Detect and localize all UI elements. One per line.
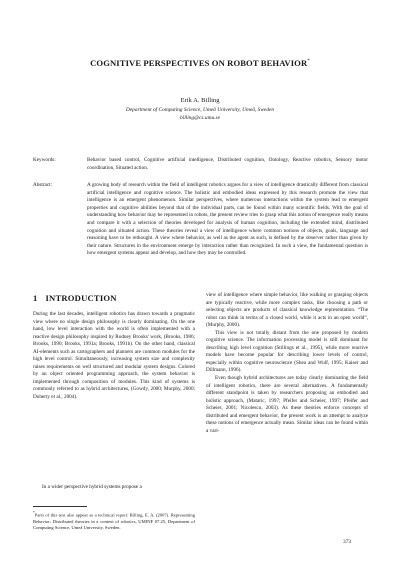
right-paragraph-3: Even though hybrid architectures are today clearly dominating the field of intelligent robotics, there are several alternatives. A fundamentally different standpoint is taken by researchers proposing an embodied and holistic approach, (Mataric, 1997; Pfeifer and Scheier, 1997; Pfeifer and Scheier, 2001; Nicolescu, 2003). As these theories enforce concepts of distributed and emergent behavior, the present work is an attempt to analyze these notions of emergence actually mean. Similar ideas can be found within a vari- [206, 375, 368, 434]
paper-title-text: COGNITIVE PERSPECTIVES ON ROBOT BEHAVIOR [90, 58, 308, 68]
intro-paragraph-1: During the last decades, intelligent robotics has drawn towards a pragmatic view where no single design philosophy is clearly dominating. On the one hand, low level interaction with the world is often implemented with a reactive design philosophy inspired by Rodney Brooks' work, (Brooks, 1986; Brooks, 1990; Brooks, 1991a; Brooks, 1991b). On the other hand, classical AI-elements such as cartographers and planners are common modules for the high level control. Simultaneously, increasing system size and complexity raises requirements on well structured and modular system designs. Colored by an object oriented programming approach, the system behavior is implemented through composition of modules. This kind of systems is commonly referred to as hybrid architectures, (Gowdy, 2000; Murphy, 2000; Doherty et al., 2004). [33, 311, 195, 401]
author-email: billing@cs.umu.se [180, 115, 220, 121]
right-column-body [206, 292, 368, 435]
right-paragraph-1: view of intelligence where simple behavior, like walking or grasping objects are typically reactive, while more complex tasks, like choosing a path or selecting objects are products of classical knowledge representation. “The robot can think in terms of a closed world, while it acts in an open world”, (Murphy, 2000). [206, 292, 368, 329]
footnote-text: Parts of this text also appear as a technical report: Billing, E. A. (2007). Representing Behavior: Distributed theories in a context of robotics, UMINF 07.25, Department of Computing Science, Umeå University, Sweden. [33, 512, 195, 531]
keywords-label: Keywords: [33, 157, 56, 163]
abstract-text: A growing body of research within the field of intelligent robotics argues for a view of intelligence drastically different from classical artificial intelligence and cognitive science. The holistic and embodied ideas expressed by this research promote the view that intelligence is an emergent phenomenon. Similar perspectives, where numerous interactions within the system lead to emergent properties and cognitive abilities beyond that of the individual parts, can be found within many scientific fields. With the goal of understanding how behavior may be represented in robots, the present review tries to grasp what this notion of emergence really means and compare it with a selection of theories developed for analysis of human cognition, including the extended mind, distributed cognition and situated action. These theories reveal a view of intelligence where common notions of objects, goals, language and reasoning have to be rethought. A view where behavior, as well as the agent as such, is defined by the observer rather than given by their nature. Structures in the environment emerge by interaction rather than recognized. In such a view, the fundamental question is how emergent systems appear and develop, and how they may be controlled. [87, 182, 368, 257]
author-affiliation: Department of Computing Science, Umeå University, Umeå, Sweden [125, 107, 275, 113]
left-column-body [33, 311, 195, 402]
title-footnote-mark: * [307, 59, 310, 65]
right-paragraph-2: This view is not totally distant from the one proposed by modern cognitive science. The information processing model is still dominant for describing high level cognition (Stillings et al., 1995), while more reactive models have become popular for describing lower levels of control, especially within cognitive neuroscience (Shea and Wulf, 1995; Kaiser and Dillmann, 1996). [206, 329, 368, 374]
keywords-text: Behavior based control, Cognitive artificial intelligence, Distributed cognition, Ontology, Reactive robotics, Sensory motor coordination, Situated action. [87, 157, 368, 171]
footnote [33, 510, 195, 532]
author-name: Erik A. Billing [180, 97, 220, 104]
section-number: 1 [33, 293, 38, 303]
page-number: 373 [343, 539, 352, 545]
left-column-tail [33, 484, 195, 492]
footnote-mark: * [33, 511, 35, 515]
footnote-rule [33, 506, 87, 507]
intro-paragraph-2: In a wider perspective hybrid systems propose a [42, 484, 142, 490]
paper-title [0, 58, 400, 68]
section-title: INTRODUCTION [45, 293, 117, 303]
abstract-label: Abstract: [33, 182, 53, 188]
section-heading [33, 293, 117, 303]
